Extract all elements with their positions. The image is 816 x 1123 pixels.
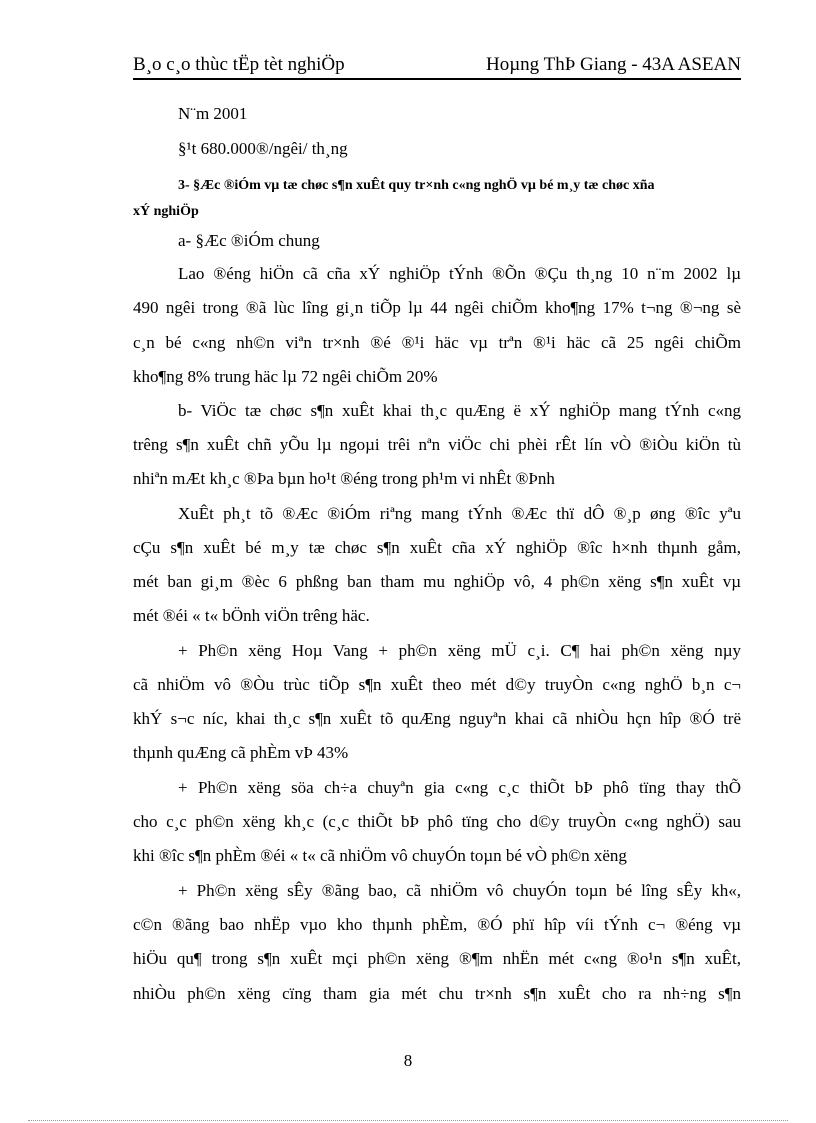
p1-line: Lao ®éng hiÖn cã cña xÝ nghiÖp tÝnh ®Õn ®Çu th¸ng 10 n¨m 2002 lµ xyxy=(178,264,741,283)
p2-line: trêng s¶n xuÊt chñ yÕu lµ ngoµi trêi nªn viÖc chi phèi rÊt lín vÒ ®iÒu kiÖn tù xyxy=(133,435,741,454)
p2-line: b- ViÖc tæ chøc s¶n xuÊt khai th¸c quÆng ë xÝ nghiÖp mang tÝnh c«ng xyxy=(178,401,741,420)
p6-line: + Ph©n xëng sÊy ®ãng bao, cã nhiÖm vô chuyÓn toµn bé lîng sÊy kh«, xyxy=(178,881,741,900)
p4-line: khÝ s¬c níc, khai th¸c s¶n xuÊt tõ quÆng nguyªn khai cã nhiÒu hçn hîp ®Ó trë xyxy=(133,709,741,728)
p6-line: hiÖu qu¶ trong s¶n xuÊt mçi ph©n xëng ®¶m nhËn mét c«ng ®o¹n s¶n xuÊt, xyxy=(133,949,741,968)
header-divider xyxy=(133,78,741,80)
header-author: Hoµng ThÞ Giang - 43A ASEAN xyxy=(486,54,741,75)
p3-line: mét ban gi¸m ®èc 6 phßng ban tham mu nghiÖp vô, 4 ph©n xëng s¶n xuÊt vµ xyxy=(133,572,741,591)
p1-line: kho¶ng 8% trung häc lµ 72 ngêi chiÕm 20% xyxy=(133,367,438,386)
p6-line: c©n ®ãng bao nhËp vµo kho thµnh phÈm, ®Ó phï hîp víi tÝnh c¬ ®éng vµ xyxy=(133,915,741,934)
page-bottom-border xyxy=(28,1120,788,1121)
p4-line: thµnh quÆng cã phÈm vÞ 43% xyxy=(133,743,349,762)
header-report-title: B¸o c¸o thùc tËp tèt nghiÖp xyxy=(133,54,345,75)
p6-line: nhiÒu ph©n xëng cïng tham gia mét chu tr×nh s¶n xuÊt cho ra nh÷ng s¶n xyxy=(133,984,741,1003)
salary-line: §¹t 680.000®/ngêi/ th¸ng xyxy=(178,139,348,158)
p4-line: cã nhiÖm vô ®Òu trùc tiÕp s¶n xuÊt theo mét d©y truyÒn c«ng nghÖ b¸n c¬ xyxy=(133,675,741,694)
page-number: 8 xyxy=(403,1051,413,1070)
year-line: N¨m 2001 xyxy=(178,104,248,123)
p4-line: + Ph©n xëng Hoµ Vang + ph©n xëng mÜ c¸i. C¶ hai ph©n xëng nµy xyxy=(178,641,741,660)
subheading-a: a- §Æc ®iÓm chung xyxy=(178,231,320,250)
p5-line: khi ®îc s¶n phÈm ®éi « t« cã nhiÖm vô chuyÓn toµn bé vÒ ph©n xëng xyxy=(133,846,627,865)
p1-line: c¸n bé c«ng nh©n viªn tr×nh ®é ®¹i häc vµ trªn ®¹i häc cã 25 ngêi chiÕm xyxy=(133,333,741,352)
page-header xyxy=(133,50,741,80)
p1-line: 490 ngêi trong ®ã lùc lîng gi¸n tiÕp lµ 44 ngêi chiÕm kho¶ng 17% t¬ng ®¬ng sè xyxy=(133,298,741,317)
section-heading-3-cont: xÝ nghiÖp xyxy=(133,204,199,219)
p5-line: cho c¸c ph©n xëng kh¸c (c¸c thiÕt bÞ phô tïng cho d©y truyÒn c«ng nghÖ) sau xyxy=(133,812,741,831)
p5-line: + Ph©n xëng söa ch÷a chuyªn gia c«ng c¸c thiÕt bÞ phô tïng thay thÕ xyxy=(178,778,741,797)
p3-line: mét ®éi « t« bÖnh viÖn trêng häc. xyxy=(133,606,370,625)
section-heading-3: 3- §Æc ®iÓm vµ tæ chøc s¶n xuÊt quy tr×nh c«ng nghÖ vµ bé m¸y tæ chøc xña xyxy=(178,178,655,193)
p3-line: XuÊt ph¸t tõ ®Æc ®iÓm riªng mang tÝnh ®Æc thï dÔ ®¸p øng ®îc yªu xyxy=(178,504,741,523)
p2-line: nhiªn mÆt kh¸c ®Þa bµn ho¹t ®éng trong ph¹m vi nhÊt ®Þnh xyxy=(133,469,555,488)
p3-line: cÇu s¶n xuÊt bé m¸y tæ chøc s¶n xuÊt cña xÝ nghiÖp ®îc h×nh thµnh gåm, xyxy=(133,538,741,557)
